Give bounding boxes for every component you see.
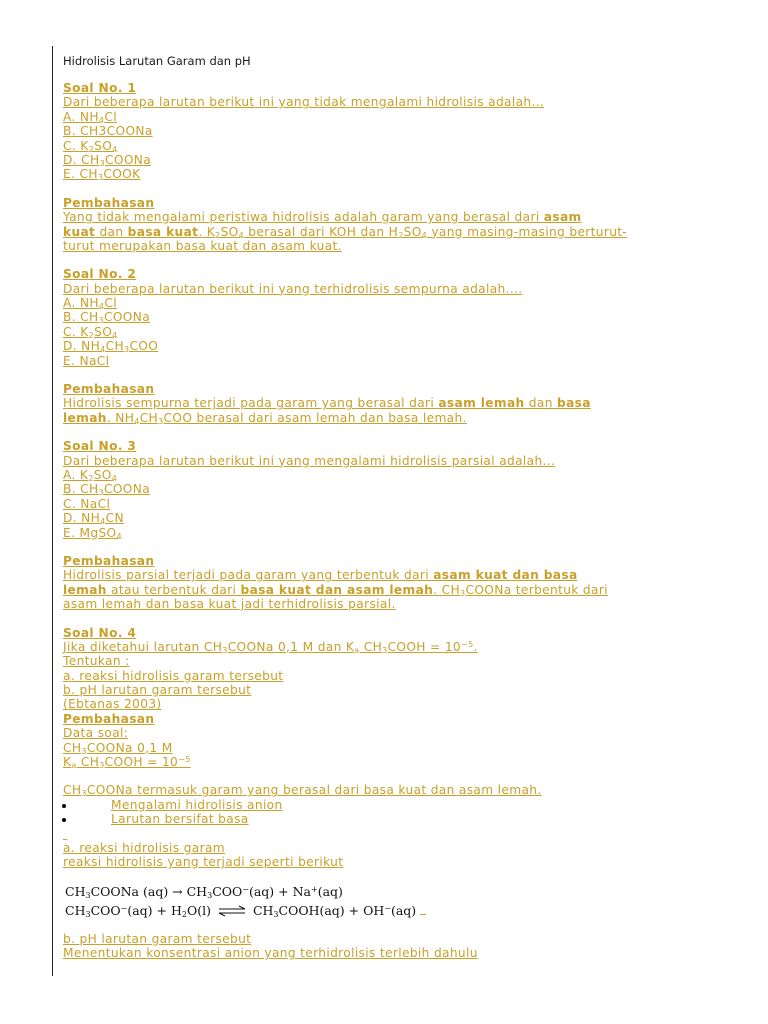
pembahasan-2-heading: Pembahasan <box>63 382 155 397</box>
pembahasan-4-heading: Pembahasan <box>63 711 155 726</box>
soal-1-option-b: B. CH3COONa <box>63 124 153 139</box>
pembahasan-3-line-1: Hidrolisis parsial terjadi pada garam yang terbentuk dari asam kuat dan basa <box>63 568 578 583</box>
soal-2-option-d: D. $NH_4CH_3COO$ <box>63 339 159 355</box>
bullet-item-2: Larutan bersifat basa <box>63 812 703 826</box>
pembahasan-3-line-3: asam lemah dan basa kuat jadi terhidrolisis parsial. <box>63 597 396 612</box>
part-b-heading: b. pH larutan garam tersebut <box>63 931 252 946</box>
part-a-text: reaksi hidrolisis yang terjadi seperti berikut <box>63 855 344 870</box>
soal-4-line-3: a. reaksi hidrolisis garam tersebut <box>63 668 284 683</box>
soal-2-option-e: E. NaCl <box>63 353 110 368</box>
soal-1-question: Dari beberapa larutan berikut ini yang tidak mengalami hidrolisis adalah... <box>63 95 545 110</box>
soal-2-heading: Soal No. 2 <box>63 267 137 282</box>
soal-2-option-b: B. $CH_3COONa$ <box>63 310 151 326</box>
soal-1-option-c: C. $K_2SO_4$ <box>63 138 118 154</box>
soal-3-option-b: B. $CH_3COONa$ <box>63 482 151 498</box>
soal-4-heading: Soal No. 4 <box>63 625 137 640</box>
soal-2-question: Dari beberapa larutan berikut ini yang terhidrolisis sempurna adalah.... <box>63 281 523 296</box>
data-soal-2: $K_a$ $CH_3COOH = 10^{-5}$ <box>63 755 191 771</box>
part-a-heading: a. reaksi hidrolisis garam <box>63 840 226 855</box>
soal-2-option-c: C. $K_2SO_4$ <box>63 324 118 340</box>
page-title: Hidrolisis Larutan Garam dan pH <box>63 54 251 68</box>
soal-3-option-e: E. MgSO$_4$ <box>63 525 122 541</box>
equilibrium-arrow-icon <box>217 905 247 917</box>
pembahasan-1-line-3: turut merupakan basa kuat dan asam kuat. <box>63 238 342 253</box>
spacer-underscore <box>63 827 703 841</box>
data-soal-1: $CH_3COONa$ 0,1 M <box>63 740 173 756</box>
soal-1-option-e: E. $CH_3COOK$ <box>63 167 141 183</box>
pembahasan-4-desc: $CH_3COONa$ termasuk garam yang berasal dari basa kuat dan asam lemah. <box>63 783 542 799</box>
soal-3-question: Dari beberapa larutan berikut ini yang mengalami hidrolisis parsial adalah... <box>63 453 556 468</box>
soal-3-heading: Soal No. 3 <box>63 439 137 454</box>
pembahasan-2-line-1: Hidrolisis sempurna terjadi pada garam yang berasal dari asam lemah dan basa <box>63 396 591 411</box>
soal-3-option-c: C. NaCl <box>63 496 111 511</box>
soal-1-option-d: D. $CH_3COONa$ <box>63 152 152 168</box>
soal-1-option-a: A. $NH_4Cl$ <box>63 109 117 125</box>
soal-3-option-a: A. $K_2SO_4$ <box>63 467 118 483</box>
soal-4-line-1: Jika diketahui larutan $CH_3COONa$ 0,1 M dan $K_a$ $CH_3COOH = 10^{-5}$. <box>63 639 478 655</box>
pembahasan-1-line-2: kuat dan basa kuat. $K_2SO_4$ berasal dari KOH dan $H_2SO_4$ yang masing-masing berturut- <box>63 224 628 240</box>
soal-4-line-4: b. pH larutan garam tersebut <box>63 683 252 698</box>
document-body <box>63 53 703 961</box>
soal-4-source: (Ebtanas 2003) <box>63 697 162 712</box>
soal-3-option-d: D. $NH_4CN$ <box>63 511 124 527</box>
margin-rule <box>52 46 53 976</box>
pembahasan-1-line-1: Yang tidak mengalami peristiwa hidrolisis adalah garam yang berasal dari asam <box>63 210 582 225</box>
pembahasan-3-heading: Pembahasan <box>63 553 155 568</box>
soal-2-option-a: A. $NH_4Cl$ <box>63 296 117 312</box>
equation-2: $CH_3COO^-(aq) + H_2O(l)$ $CH_3COOH(aq) + OH^-(aq)$ <box>65 901 703 920</box>
data-soal-label: Data soal: <box>63 726 129 741</box>
soal-1-heading: Soal No. 1 <box>63 81 137 95</box>
bullet-item-1: Mengalami hidrolisis anion <box>63 798 703 812</box>
equation-1: $CH_3COONa$ $(aq) \to CH_3COO^-(aq) + Na^+(aq)$ <box>65 883 343 900</box>
pembahasan-2-line-2: lemah. $NH_4CH_3COO$ berasal dari asam lemah dan basa lemah. <box>63 410 467 426</box>
part-b-text: Menentukan konsentrasi anion yang terhidrolisis terlebih dahulu <box>63 946 478 961</box>
pembahasan-1-heading: Pembahasan <box>63 195 155 210</box>
soal-4-line-2: Tentukan : <box>63 654 130 669</box>
pembahasan-3-line-2: lemah atau terbentuk dari basa kuat dan asam lemah. $CH_3COONa$ terbentuk dari <box>63 582 608 598</box>
